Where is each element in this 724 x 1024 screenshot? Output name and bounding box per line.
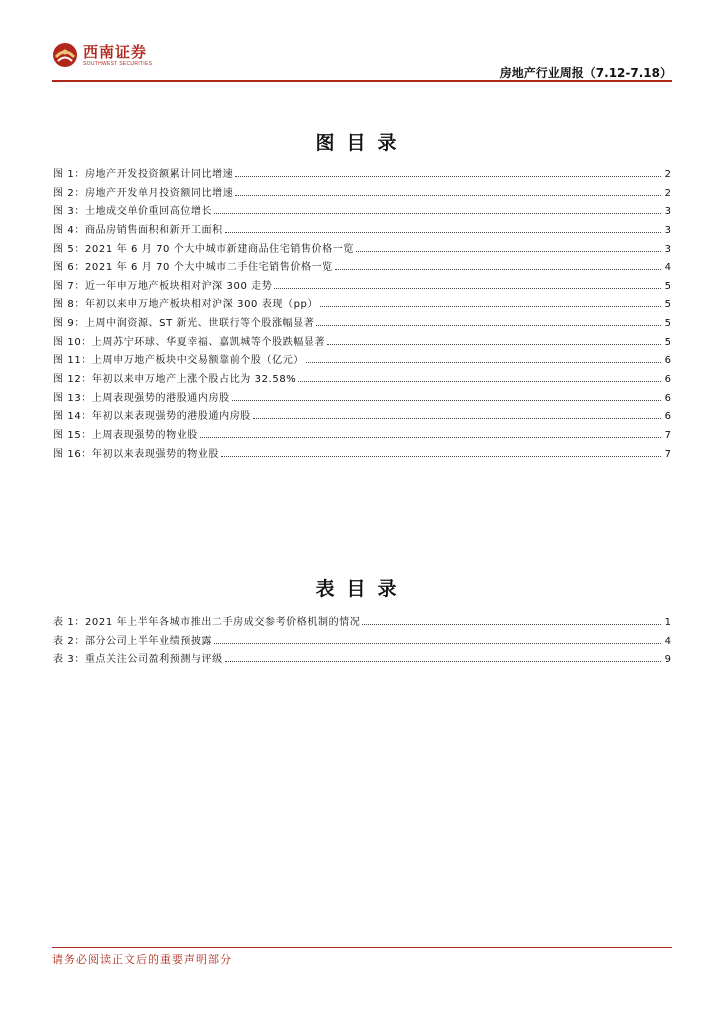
toc-dot-leader (320, 305, 661, 307)
toc-entry-page: 6 (664, 374, 671, 386)
toc-entry[interactable] (53, 166, 671, 185)
toc-entry[interactable] (53, 352, 671, 371)
toc-entry[interactable] (53, 390, 671, 409)
toc-dot-leader (253, 417, 661, 419)
toc-entry-label: 图 7：近一年申万地产板块相对沪深 300 走势 (53, 280, 273, 292)
toc-entry-page: 2 (664, 187, 671, 199)
toc-entry-page: 5 (664, 318, 671, 330)
toc-entry-page: 5 (664, 336, 671, 348)
toc-entry-label: 图 12：年初以来申万地产上涨个股占比为 32.58% (53, 374, 297, 386)
toc-entry[interactable] (53, 203, 671, 222)
toc-dot-leader (298, 380, 661, 382)
toc-entry-page: 6 (664, 411, 671, 423)
toc-dot-leader (232, 399, 661, 401)
disclaimer-note: 请务必阅读正文后的重要声明部分 (52, 953, 232, 966)
toc-dot-leader (214, 212, 661, 214)
toc-entry-page: 3 (664, 206, 671, 218)
toc-dot-leader (306, 361, 661, 363)
toc-entry[interactable] (53, 222, 671, 241)
toc-entry-page: 4 (664, 262, 671, 274)
toc-entry-label: 图 15：上周表现强势的物业股 (53, 429, 198, 441)
toc-dot-leader (214, 642, 661, 644)
toc-entry-label: 图 8：年初以来申万地产板块相对沪深 300 表现（pp） (53, 299, 319, 311)
toc-entry[interactable] (53, 259, 671, 278)
toc-entry[interactable] (53, 371, 671, 390)
page-header (0, 0, 724, 82)
toc-entry-page: 3 (664, 243, 671, 255)
toc-dot-leader (327, 343, 661, 345)
toc-entry[interactable] (53, 334, 671, 353)
toc-dot-leader (335, 268, 661, 270)
toc-entry-page: 9 (664, 654, 671, 666)
toc-entry-page: 3 (664, 224, 671, 236)
toc-entry-label: 图 1：房地产开发投资额累计同比增速 (53, 169, 234, 180)
toc-entry-label: 表 2：部分公司上半年业绩预披露 (53, 635, 213, 647)
toc-entry-page: 4 (664, 635, 671, 647)
toc-dot-leader (274, 287, 661, 289)
toc-entry[interactable] (53, 427, 671, 446)
header-divider (52, 80, 672, 82)
toc-entry-page: 7 (664, 448, 671, 460)
logo-english-name: SOUTHWEST SECURITIES (83, 60, 153, 67)
toc-entry[interactable] (53, 633, 671, 652)
toc-entry-label: 图 6：2021 年 6 月 70 个大中城市二手住宅销售价格一览 (53, 262, 333, 274)
toc-entry-label: 表 3：重点关注公司盈利预测与评级 (53, 654, 223, 666)
toc-entry-label: 图 16：年初以来表现强势的物业股 (53, 448, 220, 460)
toc-dot-leader (235, 194, 661, 196)
toc-entry-label: 图 11：上周申万地产板块中交易额靠前个股（亿元） (53, 355, 304, 367)
logo-emblem-icon (52, 42, 78, 68)
toc-dot-leader (362, 623, 661, 625)
toc-entry-page: 5 (664, 299, 671, 311)
toc-entry[interactable] (53, 278, 671, 297)
toc-entry-label: 图 3：土地成交单价重回高位增长 (53, 206, 213, 218)
toc-entry-label: 图 5：2021 年 6 月 70 个大中城市新建商品住宅销售价格一览 (53, 243, 354, 255)
toc-entry[interactable] (53, 408, 671, 427)
logo-chinese-name: 西南证券 (83, 42, 148, 61)
report-title: 房地产行业周报（7.12-7.18） (499, 66, 672, 80)
toc-dot-leader (200, 436, 661, 438)
toc-entry[interactable] (53, 446, 671, 465)
toc-entry-label: 图 10：上周苏宁环球、华夏幸福、嘉凯城等个股跌幅显著 (53, 336, 326, 348)
toc-entry-label: 图 13：上周表现强势的港股通内房股 (53, 392, 230, 404)
figures-toc-list (53, 166, 671, 464)
toc-entry-page: 1 (664, 617, 671, 628)
toc-entry[interactable] (53, 241, 671, 260)
toc-entry-page: 6 (664, 392, 671, 404)
toc-entry-page: 2 (664, 169, 671, 180)
toc-entry-page: 7 (664, 429, 671, 441)
figures-toc-title: 图目录 (315, 132, 409, 154)
toc-entry-page: 6 (664, 355, 671, 367)
toc-entry[interactable] (53, 614, 671, 633)
tables-toc-title: 表目录 (315, 578, 409, 600)
toc-entry[interactable] (53, 651, 671, 670)
toc-dot-leader (225, 660, 661, 662)
toc-dot-leader (221, 455, 661, 457)
tables-toc-list (53, 614, 671, 670)
toc-dot-leader (356, 250, 661, 252)
toc-entry-label: 图 2：房地产开发单月投资额同比增速 (53, 187, 234, 199)
toc-dot-leader (316, 324, 661, 326)
toc-entry-label: 图 4：商品房销售面积和新开工面积 (53, 224, 223, 236)
toc-entry[interactable] (53, 185, 671, 204)
toc-entry-label: 图 9：上周中润资源、ST 新光、世联行等个股涨幅显著 (53, 318, 315, 330)
toc-entry-label: 图 14：年初以来表现强势的港股通内房股 (53, 411, 251, 423)
toc-entry-label: 表 1：2021 年上半年各城市推出二手房成交参考价格机制的情况 (53, 617, 361, 628)
toc-entry-page: 5 (664, 280, 671, 292)
footer-divider (52, 947, 672, 948)
toc-dot-leader (225, 231, 661, 233)
company-logo (52, 42, 152, 68)
toc-entry[interactable] (53, 296, 671, 315)
toc-entry[interactable] (53, 315, 671, 334)
toc-dot-leader (235, 175, 661, 177)
